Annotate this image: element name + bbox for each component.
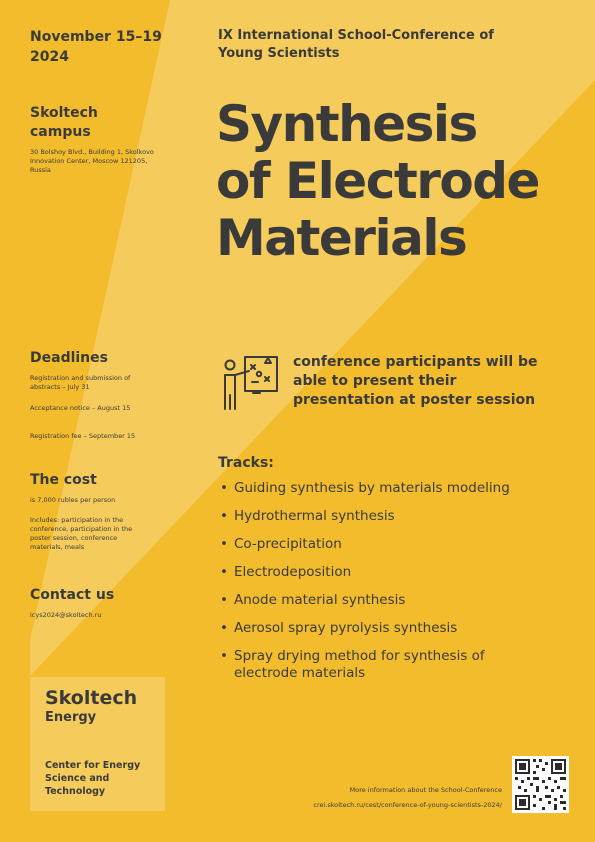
event-name: IX International School-Conference of Young Scientists	[218, 28, 494, 61]
title-line-3: Materials	[216, 209, 467, 267]
tracks-list	[220, 480, 550, 693]
track-label: Aerosol spray pyrolysis synthesis	[234, 620, 458, 636]
tracks-title: Tracks:	[218, 455, 274, 471]
title-line-2: of Electrode	[216, 152, 539, 210]
logo-name: Skoltech	[45, 687, 138, 709]
list-item	[220, 620, 550, 637]
logo-subtitle: Energy	[45, 710, 97, 725]
title-line-1: Synthesis	[216, 95, 477, 153]
track-label: Co-precipitation	[234, 536, 342, 552]
contact-title: Contact us	[30, 587, 115, 603]
qr-code-icon[interactable]	[512, 756, 569, 813]
list-item	[220, 536, 550, 553]
poster-session-text: conference participants will be able to present their presentation at poster session	[293, 354, 538, 408]
bullet: •	[220, 480, 228, 496]
logo-center-name: Center for Energy Science and Technology	[45, 760, 141, 797]
deadline-item: Acceptance notice – August 15	[30, 404, 131, 412]
bullet: •	[220, 648, 228, 664]
presenter-board-icon	[218, 355, 280, 411]
campus-title: Skoltech campus	[30, 105, 98, 140]
cost-includes: Includes: participation in the conference, participation in the poster session, conference materials, meals	[30, 516, 133, 551]
bullet: •	[220, 536, 228, 552]
list-item	[220, 508, 550, 525]
bullet: •	[220, 508, 228, 524]
track-label: Anode material synthesis	[234, 592, 406, 608]
list-item	[220, 648, 550, 682]
track-label: Electrodeposition	[234, 564, 352, 580]
deadline-item: Registration and submission of abstracts – July 31	[30, 374, 131, 391]
list-item	[220, 480, 550, 497]
list-item	[220, 592, 550, 609]
cost-price: is 7,000 rubles per person	[30, 496, 116, 504]
skoltech-energy-logo	[30, 677, 165, 811]
bullet: •	[220, 592, 228, 608]
contact-email[interactable]: icys2024@skoltech.ru	[30, 611, 102, 619]
campus-address: 30 Bolshoy Blvd., Building 1, Skolkovo Innovation Center, Moscow 121205, Russia	[30, 148, 154, 174]
track-label: Spray drying method for synthesis of electrode materials	[234, 648, 485, 681]
event-dates: November 15–19 2024	[30, 29, 162, 65]
track-label: Guiding synthesis by materials modeling	[234, 480, 510, 496]
cost-title: The cost	[30, 472, 97, 488]
bullet: •	[220, 620, 228, 636]
bullet: •	[220, 564, 228, 580]
deadline-item: Registration fee – September 15	[30, 432, 136, 440]
page-title	[216, 96, 586, 267]
more-info-text: More information about the School-Conference	[349, 786, 502, 794]
track-label: Hydrothermal synthesis	[234, 508, 395, 524]
deadlines-title: Deadlines	[30, 350, 108, 366]
list-item	[220, 564, 550, 581]
conference-url[interactable]: crei.skoltech.ru/cest/conference-of-young-scientists-2024/	[313, 801, 502, 809]
